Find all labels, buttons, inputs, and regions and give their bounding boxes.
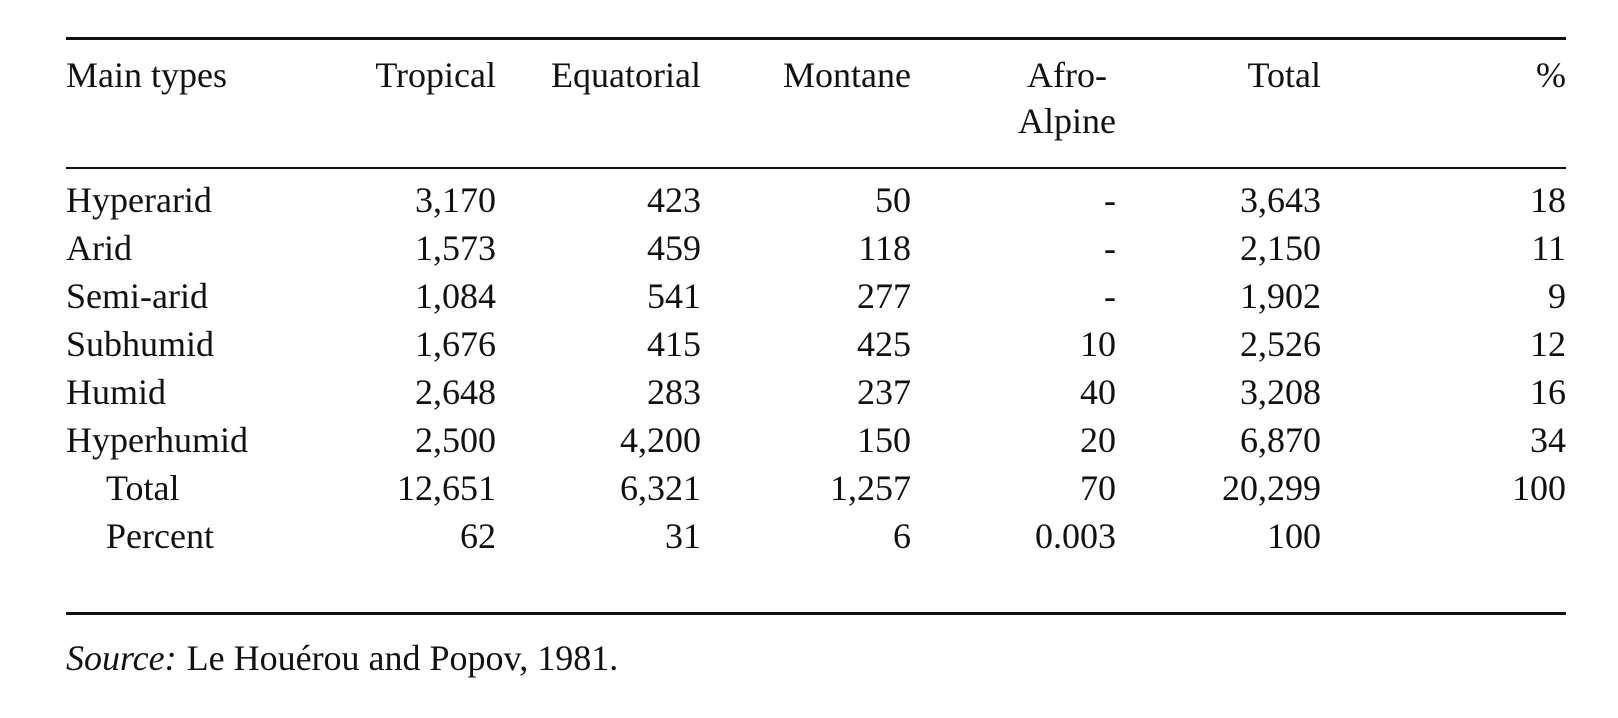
row-afro-alpine: 0.003 [1035, 516, 1116, 556]
row-tropical: 2,500 [415, 420, 496, 460]
header-percent: % [1536, 55, 1566, 95]
row-percent: 11 [1531, 228, 1566, 268]
row-type: Hyperarid [66, 180, 212, 220]
row-equatorial: 459 [647, 228, 701, 268]
row-percent [1321, 512, 1570, 560]
row-montane: 150 [857, 420, 911, 460]
row-equatorial: 423 [647, 180, 701, 220]
header-afro-alpine-line2: Alpine [1018, 101, 1116, 141]
row-type: Semi-arid [66, 276, 208, 316]
table-row [66, 164, 1570, 224]
row-afro-alpine: - [1104, 228, 1116, 268]
row-montane: 118 [858, 228, 911, 268]
row-equatorial: 415 [647, 324, 701, 364]
header-afro-alpine [911, 0, 1116, 144]
row-percent: 34 [1530, 420, 1566, 460]
header-spacer [66, 144, 1570, 164]
row-total: 2,150 [1240, 228, 1321, 268]
row-type: Percent [106, 516, 214, 556]
header-tropical: Tropical [375, 55, 496, 95]
table-row [66, 416, 1570, 464]
row-percent: 12 [1530, 324, 1566, 364]
row-tropical: 3,170 [415, 180, 496, 220]
row-montane: 50 [875, 180, 911, 220]
row-tropical: 1,573 [415, 228, 496, 268]
table-body [66, 164, 1570, 560]
row-tropical: 1,676 [415, 324, 496, 364]
row-total: 100 [1267, 516, 1321, 556]
header-main-types: Main types [66, 55, 227, 95]
table-row [66, 272, 1570, 320]
row-equatorial: 541 [647, 276, 701, 316]
source-text: Le Houérou and Popov, 1981. [186, 638, 619, 678]
row-tropical: 62 [460, 516, 496, 556]
row-montane: 425 [857, 324, 911, 364]
row-total: 3,643 [1240, 180, 1321, 220]
table-row [66, 368, 1570, 416]
data-table [66, 0, 1570, 560]
row-equatorial: 6,321 [620, 468, 701, 508]
table-row-percent [66, 512, 1570, 560]
table-row [66, 224, 1570, 272]
row-montane: 237 [857, 372, 911, 412]
row-percent: 9 [1548, 276, 1566, 316]
header-spacer-cell [66, 144, 1570, 164]
row-total: 3,208 [1240, 372, 1321, 412]
row-total: 6,870 [1240, 420, 1321, 460]
table-row-total [66, 464, 1570, 512]
afro-alpine-wrap [1018, 52, 1116, 144]
table-header [66, 0, 1570, 164]
row-montane: 1,257 [830, 468, 911, 508]
row-afro-alpine: 10 [1080, 324, 1116, 364]
row-percent: 16 [1530, 372, 1566, 412]
row-total: 2,526 [1240, 324, 1321, 364]
row-equatorial: 31 [665, 516, 701, 556]
row-afro-alpine: 70 [1080, 468, 1116, 508]
header-montane: Montane [783, 55, 911, 95]
row-afro-alpine: - [1104, 180, 1116, 220]
source-note [66, 636, 618, 680]
row-afro-alpine: 20 [1080, 420, 1116, 460]
header-total: Total [1247, 55, 1321, 95]
row-total: 1,902 [1240, 276, 1321, 316]
row-equatorial: 283 [647, 372, 701, 412]
row-montane: 277 [857, 276, 911, 316]
row-type: Total [106, 468, 180, 508]
row-type: Hyperhumid [66, 420, 248, 460]
row-afro-alpine: - [1104, 276, 1116, 316]
row-equatorial: 4,200 [620, 420, 701, 460]
table-bottom-rule [66, 612, 1566, 615]
row-tropical: 2,648 [415, 372, 496, 412]
row-afro-alpine: 40 [1080, 372, 1116, 412]
row-type: Humid [66, 372, 167, 412]
row-percent: 100 [1512, 468, 1566, 508]
table-row [66, 320, 1570, 368]
row-type: Arid [66, 228, 132, 268]
row-tropical: 12,651 [397, 468, 496, 508]
header-equatorial: Equatorial [551, 55, 701, 95]
header-row [66, 0, 1570, 144]
header-afro-alpine-line1: Afro- [1027, 55, 1107, 95]
row-tropical: 1,084 [415, 276, 496, 316]
row-percent: 18 [1530, 180, 1566, 220]
row-montane: 6 [893, 516, 911, 556]
row-total: 20,299 [1222, 468, 1321, 508]
source-label: Source: [66, 638, 177, 678]
row-type: Subhumid [66, 324, 215, 364]
